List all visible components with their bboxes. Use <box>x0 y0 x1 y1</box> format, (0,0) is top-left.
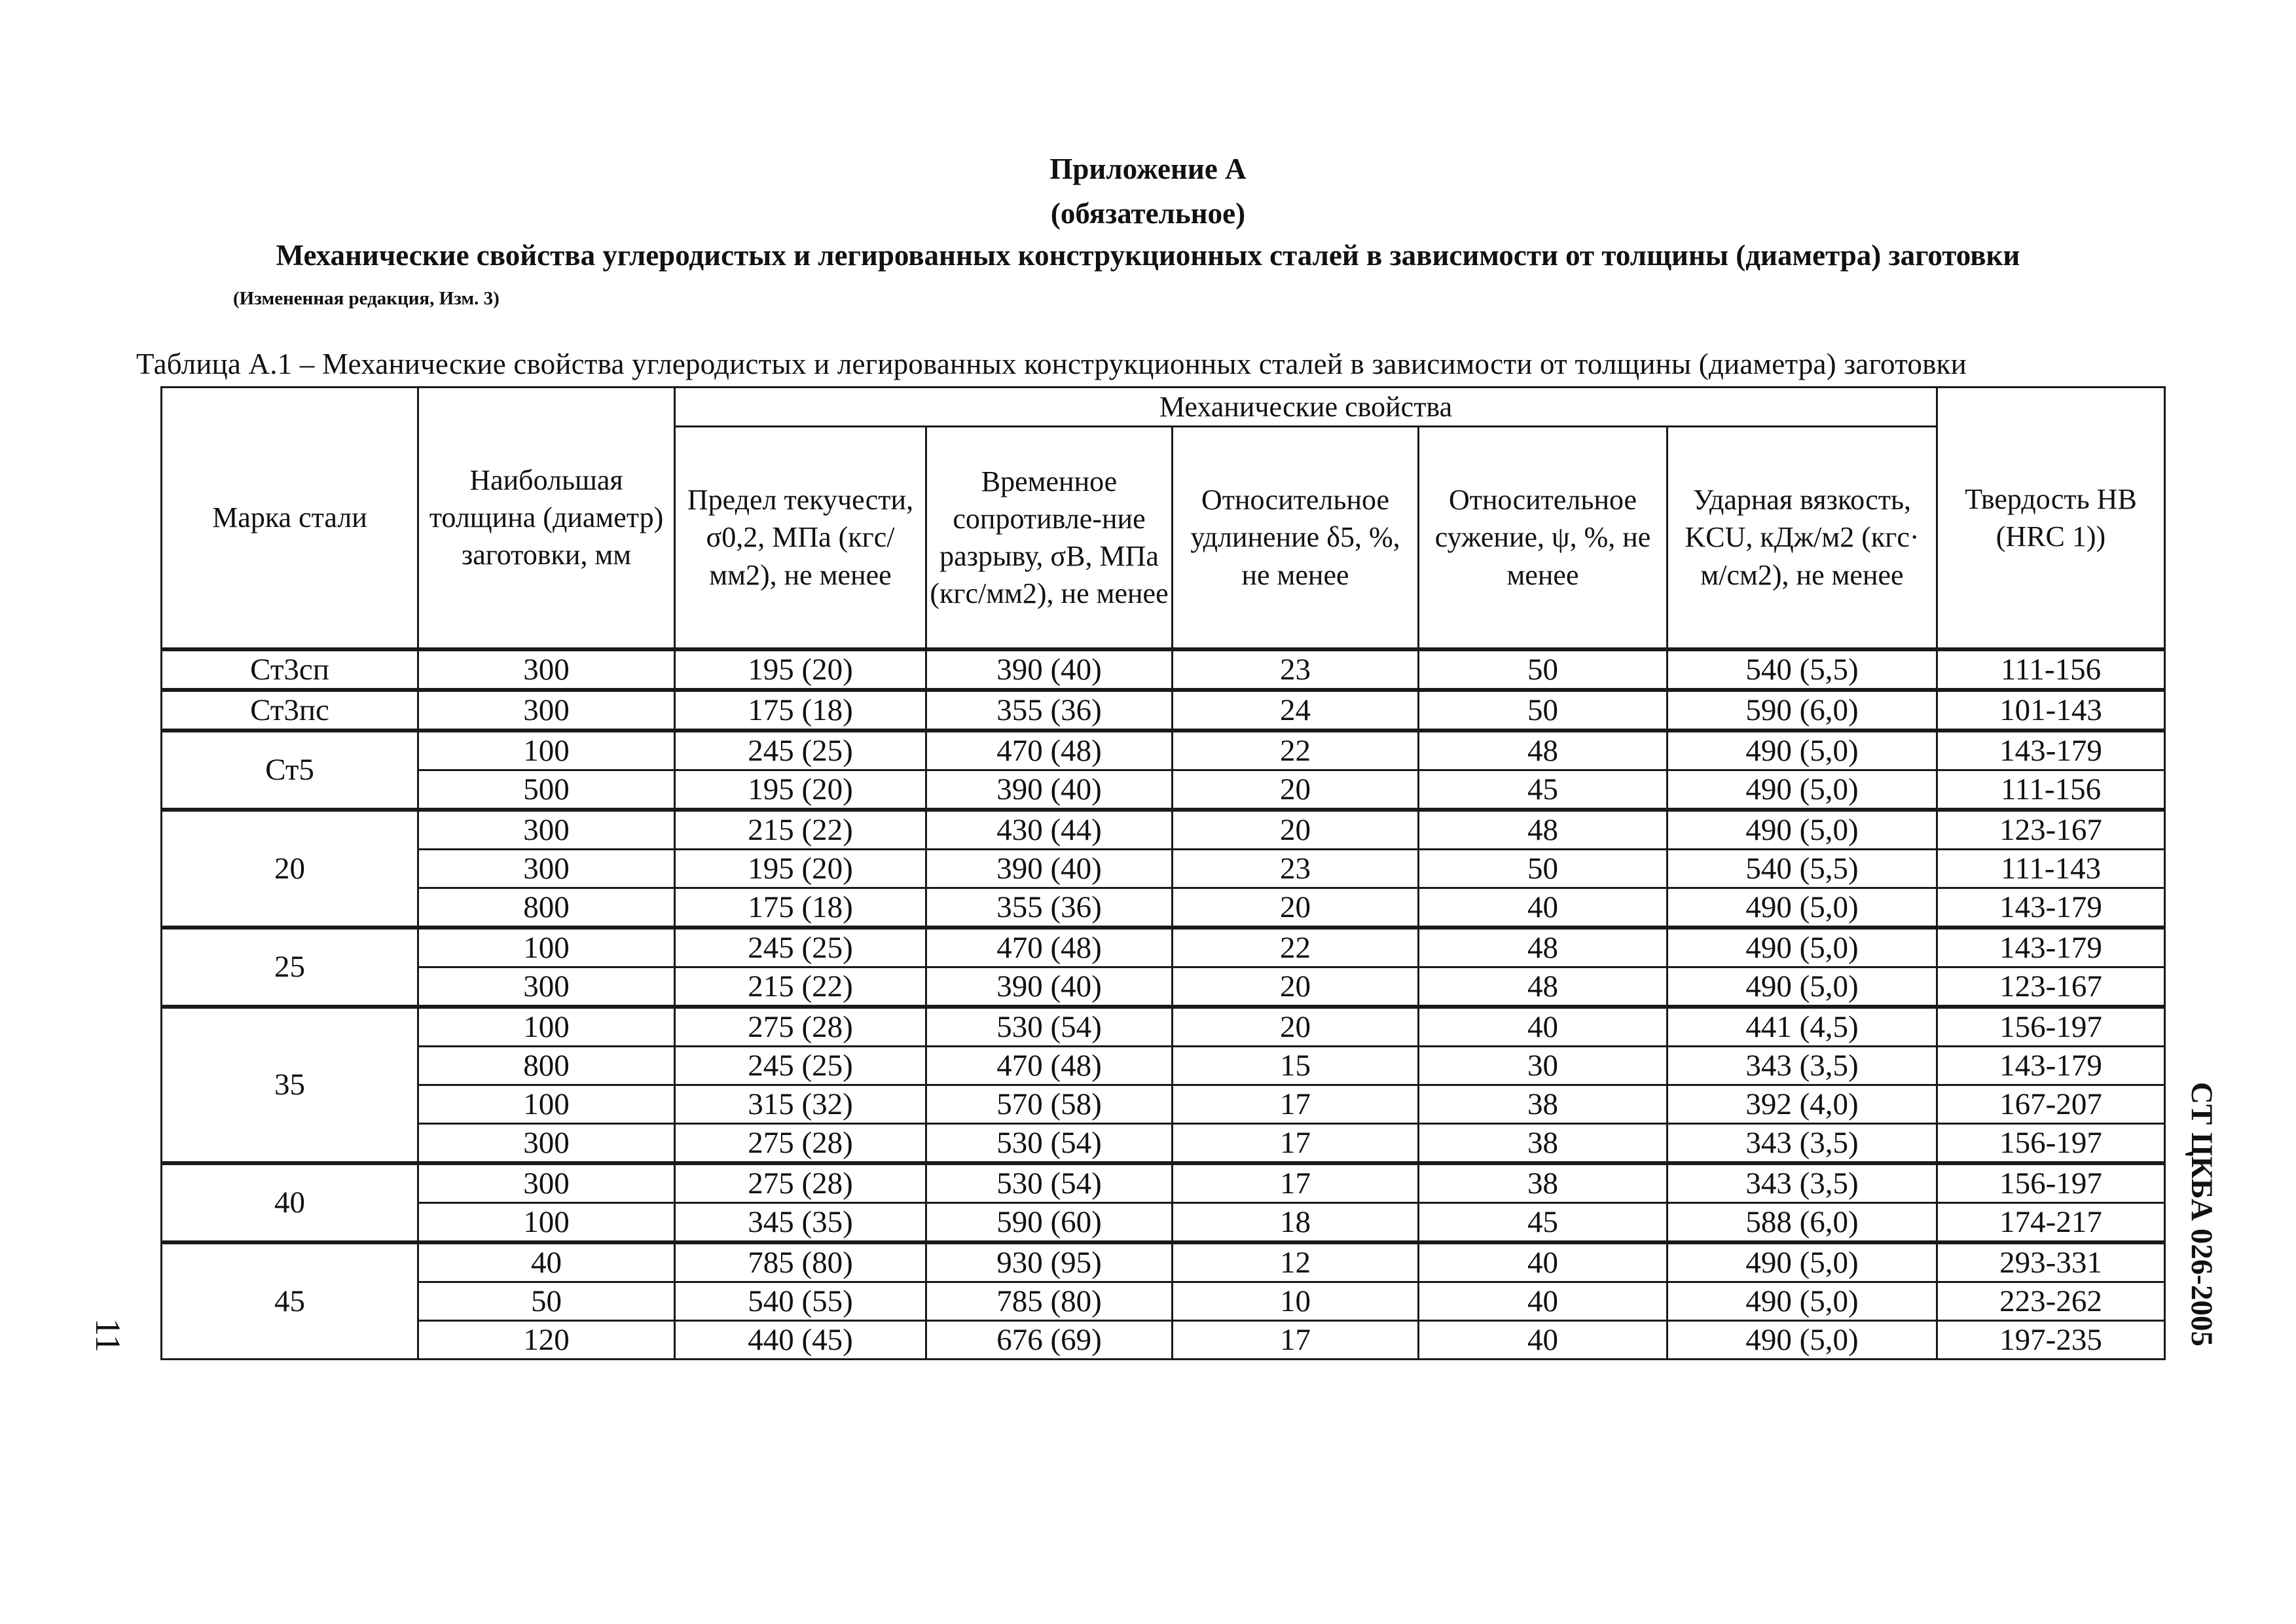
tensile-strength-cell: 676 (69) <box>926 1320 1173 1359</box>
table-row <box>162 928 2165 967</box>
hardness-cell: 293-331 <box>1937 1242 2165 1282</box>
header-impact-label: Ударная вязкость, KCU, кДж/м2 (кгс· м/см2), не менее <box>1685 484 1920 591</box>
elongation-cell: 23 <box>1173 649 1419 690</box>
table-row <box>162 810 2165 850</box>
table-row <box>162 888 2165 928</box>
hardness-cell: 111-156 <box>1937 649 2165 690</box>
tensile-strength-cell: 390 (40) <box>926 649 1173 690</box>
tensile-strength-cell: 570 (58) <box>926 1085 1173 1123</box>
reduction-cell: 38 <box>1419 1085 1667 1123</box>
impact-strength-cell: 540 (5,5) <box>1667 849 1937 888</box>
tensile-strength-cell: 390 (40) <box>926 770 1173 810</box>
table-caption: Таблица А.1 – Механические свойства углеродистых и легированных конструкционных сталей в зависимости от толщины (диаметра) заготовки <box>136 348 1967 380</box>
tensile-strength-cell: 530 (54) <box>926 1123 1173 1163</box>
hardness-cell: 123-167 <box>1937 810 2165 850</box>
yield-strength-cell: 345 (35) <box>675 1202 926 1242</box>
yield-strength-cell: 195 (20) <box>675 649 926 690</box>
tensile-strength-cell: 930 (95) <box>926 1242 1173 1282</box>
yield-strength-cell: 540 (55) <box>675 1282 926 1320</box>
header-mechanical <box>675 388 1937 427</box>
tensile-strength-cell: 470 (48) <box>926 928 1173 967</box>
header-tensile-label: Временное сопротивле-ние разрыву, σВ, МПа (кгс/мм2), не менее <box>930 465 1169 610</box>
steel-grade-cell: 35 <box>162 1007 418 1163</box>
header-reduction <box>1419 427 1667 649</box>
revision-note: (Измененная редакция, Изм. 3) <box>233 288 500 309</box>
table-wrapper <box>160 386 2166 1360</box>
appendix-title: Приложение А <box>1049 153 1247 185</box>
yield-strength-cell: 175 (18) <box>675 690 926 731</box>
table-row <box>162 1320 2165 1359</box>
tensile-strength-cell: 390 (40) <box>926 849 1173 888</box>
thickness-cell: 100 <box>418 731 675 770</box>
header-elongation <box>1173 427 1419 649</box>
header-hardness <box>1937 388 2165 649</box>
thickness-cell: 300 <box>418 810 675 850</box>
thickness-cell: 800 <box>418 888 675 928</box>
elongation-cell: 23 <box>1173 849 1419 888</box>
impact-strength-cell: 540 (5,5) <box>1667 649 1937 690</box>
impact-strength-cell: 441 (4,5) <box>1667 1007 1937 1047</box>
yield-strength-cell: 785 (80) <box>675 1242 926 1282</box>
thickness-cell: 300 <box>418 1123 675 1163</box>
tensile-strength-cell: 470 (48) <box>926 731 1173 770</box>
header-yield <box>675 427 926 649</box>
tensile-strength-cell: 530 (54) <box>926 1163 1173 1203</box>
hardness-cell: 143-179 <box>1937 928 2165 967</box>
yield-strength-cell: 195 (20) <box>675 849 926 888</box>
elongation-cell: 17 <box>1173 1123 1419 1163</box>
hardness-cell: 174-217 <box>1937 1202 2165 1242</box>
yield-strength-cell: 215 (22) <box>675 967 926 1007</box>
document-code: СТ ЦКБА 026-2005 <box>2185 1082 2219 1346</box>
hardness-cell: 143-179 <box>1937 1046 2165 1085</box>
table-row <box>162 770 2165 810</box>
steel-grade-cell: 25 <box>162 928 418 1007</box>
yield-strength-cell: 275 (28) <box>675 1123 926 1163</box>
reduction-cell: 45 <box>1419 770 1667 810</box>
thickness-cell: 300 <box>418 849 675 888</box>
hardness-cell: 197-235 <box>1937 1320 2165 1359</box>
impact-strength-cell: 490 (5,0) <box>1667 888 1937 928</box>
elongation-cell: 17 <box>1173 1085 1419 1123</box>
elongation-cell: 20 <box>1173 967 1419 1007</box>
table-row <box>162 967 2165 1007</box>
impact-strength-cell: 343 (3,5) <box>1667 1046 1937 1085</box>
reduction-cell: 50 <box>1419 649 1667 690</box>
impact-strength-cell: 490 (5,0) <box>1667 967 1937 1007</box>
table-row <box>162 1007 2165 1047</box>
steel-grade-cell: Ст3сп <box>162 649 418 690</box>
impact-strength-cell: 588 (6,0) <box>1667 1202 1937 1242</box>
thickness-cell: 100 <box>418 1085 675 1123</box>
reduction-cell: 48 <box>1419 731 1667 770</box>
yield-strength-cell: 215 (22) <box>675 810 926 850</box>
elongation-cell: 17 <box>1173 1163 1419 1203</box>
reduction-cell: 48 <box>1419 928 1667 967</box>
hardness-cell: 111-156 <box>1937 770 2165 810</box>
elongation-cell: 22 <box>1173 928 1419 967</box>
tensile-strength-cell: 430 (44) <box>926 810 1173 850</box>
tensile-strength-cell: 470 (48) <box>926 1046 1173 1085</box>
steel-grade-cell: 20 <box>162 810 418 928</box>
elongation-cell: 22 <box>1173 731 1419 770</box>
reduction-cell: 40 <box>1419 1282 1667 1320</box>
elongation-cell: 20 <box>1173 810 1419 850</box>
thickness-cell: 300 <box>418 967 675 1007</box>
yield-strength-cell: 175 (18) <box>675 888 926 928</box>
header-grade-label: Марка стали <box>212 501 367 534</box>
header-yield-label: Предел текучести, σ0,2, МПа (кгс/мм2), не менее <box>687 484 914 591</box>
reduction-cell: 30 <box>1419 1046 1667 1085</box>
thickness-cell: 500 <box>418 770 675 810</box>
page-number: 11 <box>88 1318 128 1352</box>
elongation-cell: 24 <box>1173 690 1419 731</box>
steel-grade-cell: 40 <box>162 1163 418 1242</box>
header-hardness-label: Твердость НВ (HRC 1)) <box>1965 482 2137 552</box>
tensile-strength-cell: 355 (36) <box>926 690 1173 731</box>
table-row <box>162 690 2165 731</box>
hardness-cell: 143-179 <box>1937 888 2165 928</box>
yield-strength-cell: 245 (25) <box>675 1046 926 1085</box>
impact-strength-cell: 590 (6,0) <box>1667 690 1937 731</box>
impact-strength-cell: 392 (4,0) <box>1667 1085 1937 1123</box>
impact-strength-cell: 490 (5,0) <box>1667 928 1937 967</box>
header-thickness <box>418 388 675 649</box>
tensile-strength-cell: 390 (40) <box>926 967 1173 1007</box>
table-row <box>162 1202 2165 1242</box>
table-row <box>162 1085 2165 1123</box>
thickness-cell: 800 <box>418 1046 675 1085</box>
impact-strength-cell: 490 (5,0) <box>1667 770 1937 810</box>
impact-strength-cell: 490 (5,0) <box>1667 1242 1937 1282</box>
elongation-cell: 12 <box>1173 1242 1419 1282</box>
tensile-strength-cell: 590 (60) <box>926 1202 1173 1242</box>
reduction-cell: 40 <box>1419 1242 1667 1282</box>
tensile-strength-cell: 355 (36) <box>926 888 1173 928</box>
elongation-cell: 15 <box>1173 1046 1419 1085</box>
tensile-strength-cell: 785 (80) <box>926 1282 1173 1320</box>
reduction-cell: 50 <box>1419 690 1667 731</box>
elongation-cell: 20 <box>1173 770 1419 810</box>
reduction-cell: 48 <box>1419 810 1667 850</box>
thickness-cell: 120 <box>418 1320 675 1359</box>
header-mechanical-label: Механические свойства <box>1159 391 1453 423</box>
header-grade <box>162 388 418 649</box>
yield-strength-cell: 245 (25) <box>675 731 926 770</box>
elongation-cell: 10 <box>1173 1282 1419 1320</box>
hardness-cell: 223-262 <box>1937 1282 2165 1320</box>
header-reduction-label: Относительное сужение, ψ, %, не менее <box>1434 484 1651 591</box>
hardness-cell: 156-197 <box>1937 1007 2165 1047</box>
yield-strength-cell: 275 (28) <box>675 1163 926 1203</box>
yield-strength-cell: 315 (32) <box>675 1085 926 1123</box>
impact-strength-cell: 490 (5,0) <box>1667 1320 1937 1359</box>
impact-strength-cell: 490 (5,0) <box>1667 731 1937 770</box>
yield-strength-cell: 245 (25) <box>675 928 926 967</box>
hardness-cell: 143-179 <box>1937 731 2165 770</box>
steel-grade-cell: Ст3пс <box>162 690 418 731</box>
thickness-cell: 300 <box>418 649 675 690</box>
thickness-cell: 300 <box>418 1163 675 1203</box>
reduction-cell: 50 <box>1419 849 1667 888</box>
impact-strength-cell: 490 (5,0) <box>1667 1282 1937 1320</box>
reduction-cell: 40 <box>1419 888 1667 928</box>
hardness-cell: 156-197 <box>1937 1123 2165 1163</box>
elongation-cell: 20 <box>1173 888 1419 928</box>
reduction-cell: 40 <box>1419 1007 1667 1047</box>
table-row <box>162 1163 2165 1203</box>
table-row <box>162 731 2165 770</box>
yield-strength-cell: 275 (28) <box>675 1007 926 1047</box>
impact-strength-cell: 490 (5,0) <box>1667 810 1937 850</box>
hardness-cell: 123-167 <box>1937 967 2165 1007</box>
impact-strength-cell: 343 (3,5) <box>1667 1163 1937 1203</box>
reduction-cell: 45 <box>1419 1202 1667 1242</box>
thickness-cell: 50 <box>418 1282 675 1320</box>
hardness-cell: 101-143 <box>1937 690 2165 731</box>
reduction-cell: 48 <box>1419 967 1667 1007</box>
elongation-cell: 17 <box>1173 1320 1419 1359</box>
impact-strength-cell: 343 (3,5) <box>1667 1123 1937 1163</box>
reduction-cell: 38 <box>1419 1123 1667 1163</box>
tensile-strength-cell: 530 (54) <box>926 1007 1173 1047</box>
table-row <box>162 849 2165 888</box>
header-impact <box>1667 427 1937 649</box>
header-thickness-label: Наибольшая толщина (диаметр) заготовки, мм <box>429 464 664 571</box>
appendix-subtitle: Механические свойства углеродистых и легированных конструкционных сталей в зависимости от толщины (диаметра) заготовки <box>276 239 2020 272</box>
elongation-cell: 18 <box>1173 1202 1419 1242</box>
table-row <box>162 649 2165 690</box>
yield-strength-cell: 440 (45) <box>675 1320 926 1359</box>
mechanical-properties-table <box>160 386 2166 1360</box>
table-row <box>162 1046 2165 1085</box>
table-body <box>162 649 2165 1360</box>
elongation-cell: 20 <box>1173 1007 1419 1047</box>
table-row <box>162 1123 2165 1163</box>
hardness-cell: 167-207 <box>1937 1085 2165 1123</box>
steel-grade-cell: Ст5 <box>162 731 418 810</box>
hardness-cell: 156-197 <box>1937 1163 2165 1203</box>
thickness-cell: 100 <box>418 928 675 967</box>
thickness-cell: 100 <box>418 1007 675 1047</box>
reduction-cell: 40 <box>1419 1320 1667 1359</box>
header-tensile <box>926 427 1173 649</box>
table-row <box>162 1282 2165 1320</box>
table-row <box>162 1242 2165 1282</box>
yield-strength-cell: 195 (20) <box>675 770 926 810</box>
thickness-cell: 100 <box>418 1202 675 1242</box>
hardness-cell: 111-143 <box>1937 849 2165 888</box>
thickness-cell: 40 <box>418 1242 675 1282</box>
steel-grade-cell: 45 <box>162 1242 418 1360</box>
header-elongation-label: Относительное удлинение δ5, %, не менее <box>1190 484 1400 591</box>
thickness-cell: 300 <box>418 690 675 731</box>
appendix-status: (обязательное) <box>1050 197 1246 230</box>
reduction-cell: 38 <box>1419 1163 1667 1203</box>
